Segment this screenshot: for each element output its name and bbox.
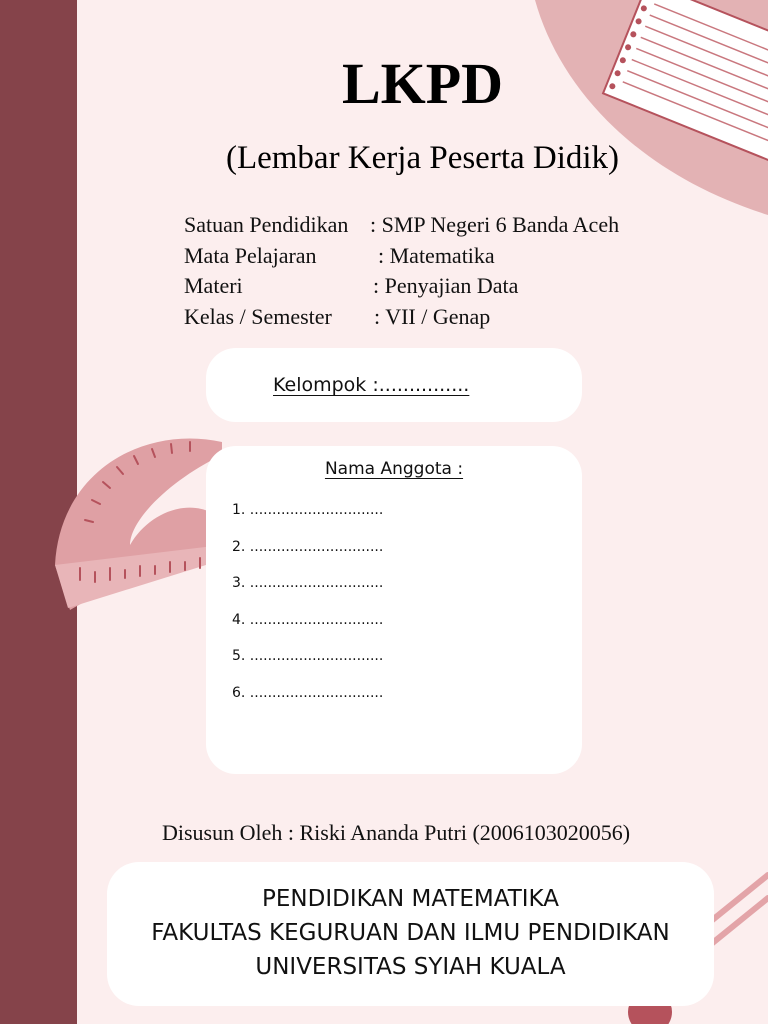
anggota-item-4[interactable]: 4. .............................. (232, 611, 384, 628)
info-value: : Matematika (378, 242, 495, 268)
info-value: : Penyajian Data (373, 273, 519, 298)
info-value: : SMP Negeri 6 Banda Aceh (370, 212, 620, 237)
info-label: Mata Pelajaran (184, 242, 317, 268)
info-label: Materi (184, 273, 243, 298)
footer-line-1: PENDIDIKAN MATEMATIKA (262, 886, 559, 912)
info-label: Kelas / Semester (184, 303, 332, 329)
anggota-card (206, 446, 582, 774)
anggota-heading (206, 459, 582, 479)
anggota-list (232, 502, 383, 721)
info-label: Satuan Pendidikan (184, 212, 349, 237)
footer-card (107, 862, 714, 1006)
anggota-item-1[interactable]: 1. .............................. (232, 502, 384, 518)
anggota-item-5[interactable]: 5. .............................. (232, 648, 384, 664)
footer-text (107, 882, 714, 984)
footer-line-2: FAKULTAS KEGURUAN DAN ILMU PENDIDIKAN (151, 920, 670, 946)
document-subtitle: (Lembar Kerja Peserta Didik) (225, 140, 620, 176)
document-title: LKPD (341, 51, 504, 116)
footer-line-3: UNIVERSITAS SYIAH KUALA (255, 954, 566, 980)
anggota-item-3[interactable]: 3. .............................. (232, 575, 384, 591)
anggota-heading-text: Nama Anggota : (324, 459, 464, 479)
anggota-item-2[interactable]: 2. .............................. (232, 538, 384, 555)
kelompok-card (206, 348, 582, 422)
kelompok-field[interactable]: Kelompok :............... (273, 374, 470, 396)
protractor-icon (55, 438, 222, 610)
author-line: Disusun Oleh : Riski Ananda Putri (2006103020056) (162, 820, 631, 845)
anggota-item-6[interactable]: 6. .............................. (232, 684, 384, 701)
info-value: : VII / Genap (374, 303, 491, 329)
